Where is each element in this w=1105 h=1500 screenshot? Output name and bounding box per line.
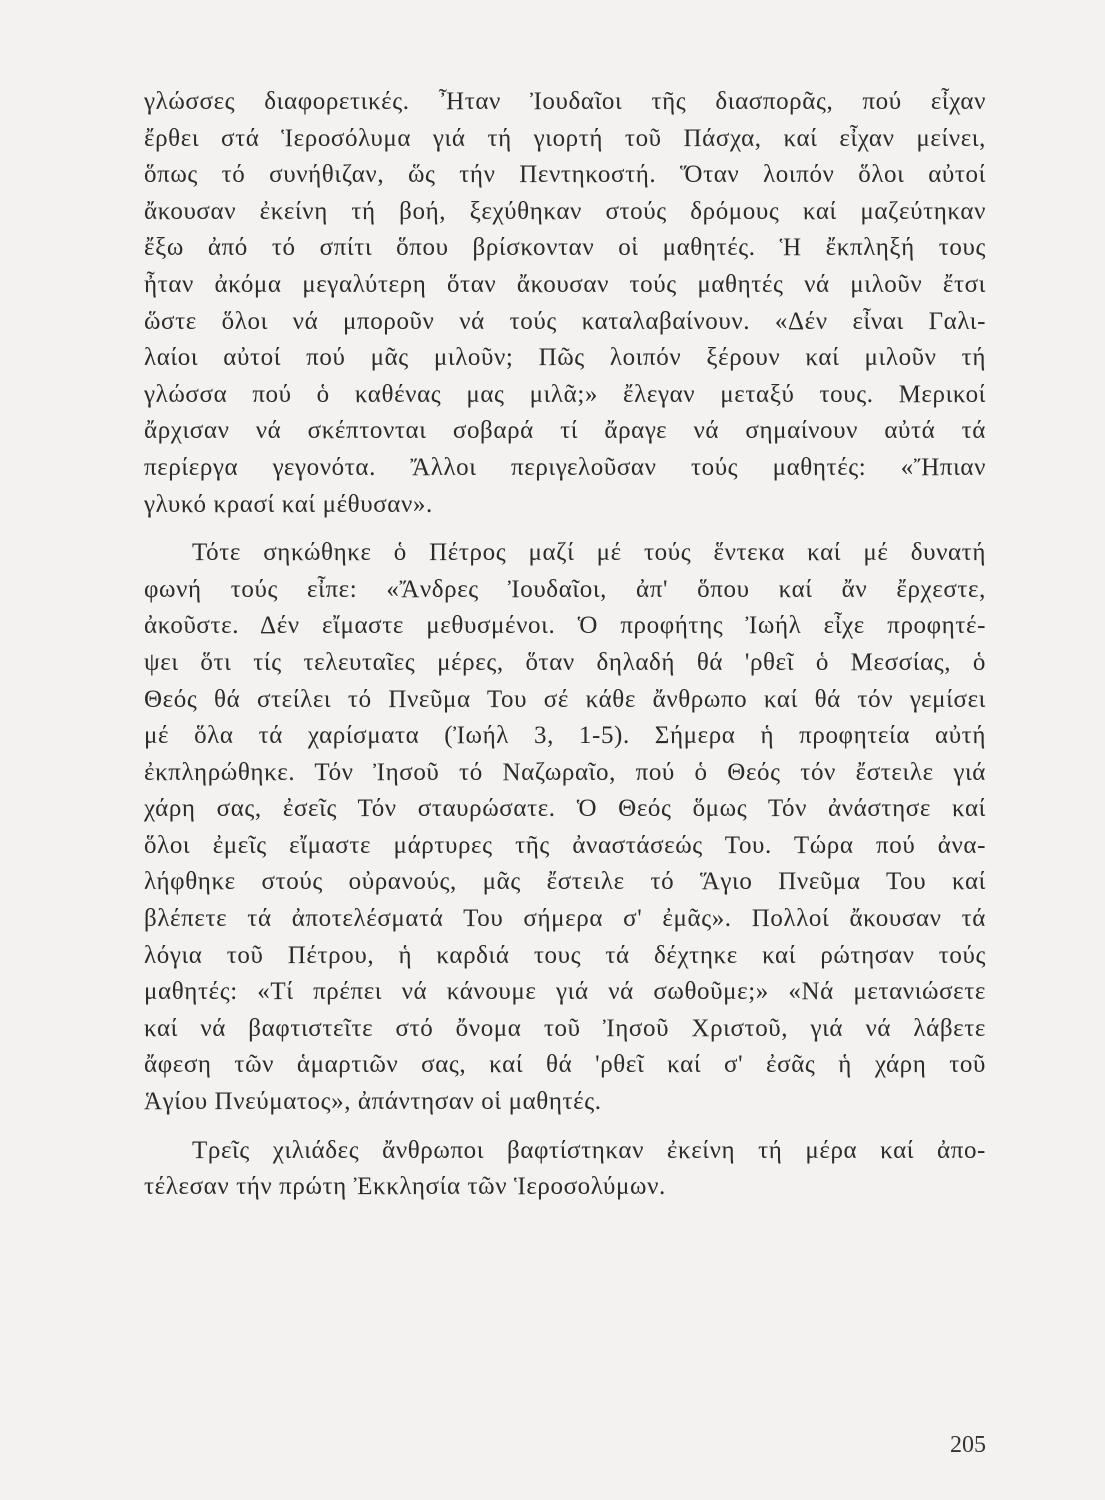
text-line: μέ ὅλα τά χαρίσματα (Ἰωήλ 3, 1-5). Σήμερα ἡ προφητεία αὐτή (144, 722, 986, 750)
text-line: ἐκπληρώθηκε. Τόν Ἰησοῦ τό Ναζωραῖο, πού ὁ Θεός τόν ἔστειλε γιά (144, 758, 986, 786)
text-line: Θεός θά στείλει τό Πνεῦμα Του σέ κάθε ἄνθρωπο καί θά τόν γεμίσει (144, 685, 986, 713)
text-line: ἦταν ἀκόμα μεγαλύτερη ὅταν ἄκουσαν τούς μαθητές νά μιλοῦν ἔτσι (144, 270, 986, 298)
text-line: Τότε σηκώθηκε ὁ Πέτρος μαζί μέ τούς ἕντεκα καί μέ δυνατή (192, 539, 986, 567)
paragraph-spacing (144, 523, 986, 535)
paragraph-3 (144, 1133, 986, 1206)
text-line: Ἁγίου Πνεύματος», ἀπάντησαν οἱ μαθητές. (144, 1088, 602, 1116)
text-line: καί νά βαφτιστεῖτε στό ὄνομα τοῦ Ἰησοῦ Χριστοῦ, γιά νά λάβετε (144, 1014, 986, 1042)
text-line: ἄρχισαν νά σκέπτονται σοβαρά τί ἄραγε νά σημαίνουν αὐτά τά (144, 417, 986, 445)
paragraph-2 (144, 535, 986, 1121)
page-number: 205 (950, 1432, 986, 1458)
text-line: ἔξω ἀπό τό σπίτι ὅπου βρίσκονταν οἱ μαθητές. Ἡ ἔκπληξή τους (144, 234, 986, 262)
text-line: λήφθηκε στούς οὐρανούς, μᾶς ἔστειλε τό Ἅγιο Πνεῦμα Του καί (144, 868, 986, 896)
text-line: περίεργα γεγονότα. Ἄλλοι περιγελοῦσαν τούς μαθητές: «Ἤπιαν (144, 453, 986, 481)
text-line: λαίοι αὐτοί πού μᾶς μιλοῦν; Πῶς λοιπόν ξέρουν καί μιλοῦν τή (144, 344, 986, 372)
text-line: ἄφεση τῶν ἁμαρτιῶν σας, καί θά 'ρθεῖ καί σ' ἐσᾶς ἡ χάρη τοῦ (144, 1051, 986, 1079)
body-text (144, 84, 986, 1206)
text-line: φωνή τούς εἶπε: «Ἄνδρες Ἰουδαῖοι, ἀπ' ὅπου καί ἄν ἔρχεστε, (144, 575, 986, 603)
text-line: γλώσσες διαφορετικές. Ἦταν Ἰουδαῖοι τῆς διασπορᾶς, πού εἶχαν (144, 88, 986, 115)
text-line: ὅλοι ἐμεῖς εἴμαστε μάρτυρες τῆς ἀναστάσεώς Του. Τώρα πού ἀνα- (144, 831, 986, 859)
text-line: ἀκοῦστε. Δέν εἴμαστε μεθυσμένοι. Ὁ προφήτης Ἰωήλ εἶχε προφητέ- (144, 612, 986, 640)
text-line: γλυκό κρασί καί μέθυσαν». (144, 490, 433, 518)
text-line: γλώσσα πού ὁ καθένας μας μιλᾶ;» ἔλεγαν μεταξύ τους. Μερικοί (144, 380, 986, 408)
text-line: ὥστε ὅλοι νά μποροῦν νά τούς καταλαβαίνουν. «Δέν εἶναι Γαλι- (144, 307, 986, 335)
text-line: βλέπετε τά ἀποτελέσματά Του σήμερα σ' ἐμᾶς». Πολλοί ἄκουσαν τά (144, 905, 986, 933)
text-line: λόγια τοῦ Πέτρου, ἡ καρδιά τους τά δέχτηκε καί ρώτησαν τούς (144, 941, 986, 969)
text-line: ψει ὅτι τίς τελευταῖες μέρες, ὅταν δηλαδή θά 'ρθεῖ ὁ Μεσσίας, ὁ (144, 648, 986, 676)
paragraph-1 (144, 84, 986, 523)
text-line: τέλεσαν τήν πρώτη Ἐκκλησία τῶν Ἱεροσολύμων. (144, 1173, 666, 1201)
paragraph-spacing (144, 1121, 986, 1133)
text-line: Τρεῖς χιλιάδες ἄνθρωποι βαφτίστηκαν ἐκείνη τή μέρα καί ἀπο- (192, 1136, 986, 1164)
text-line: ἔρθει στά Ἱεροσόλυμα γιά τή γιορτή τοῦ Πάσχα, καί εἶχαν μείνει, (144, 124, 986, 152)
text-line: ἄκουσαν ἐκείνη τή βοή, ξεχύθηκαν στούς δρόμους καί μαζεύτηκαν (144, 197, 986, 225)
text-line: μαθητές: «Τί πρέπει νά κάνουμε γιά νά σωθοῦμε;» «Νά μετανιώσετε (144, 978, 986, 1006)
text-line: χάρη σας, ἐσεῖς Τόν σταυρώσατε. Ὁ Θεός ὅμως Τόν ἀνάστησε καί (144, 795, 986, 823)
text-line: ὅπως τό συνήθιζαν, ὥς τήν Πεντηκοστή. Ὅταν λοιπόν ὅλοι αὐτοί (144, 161, 986, 189)
